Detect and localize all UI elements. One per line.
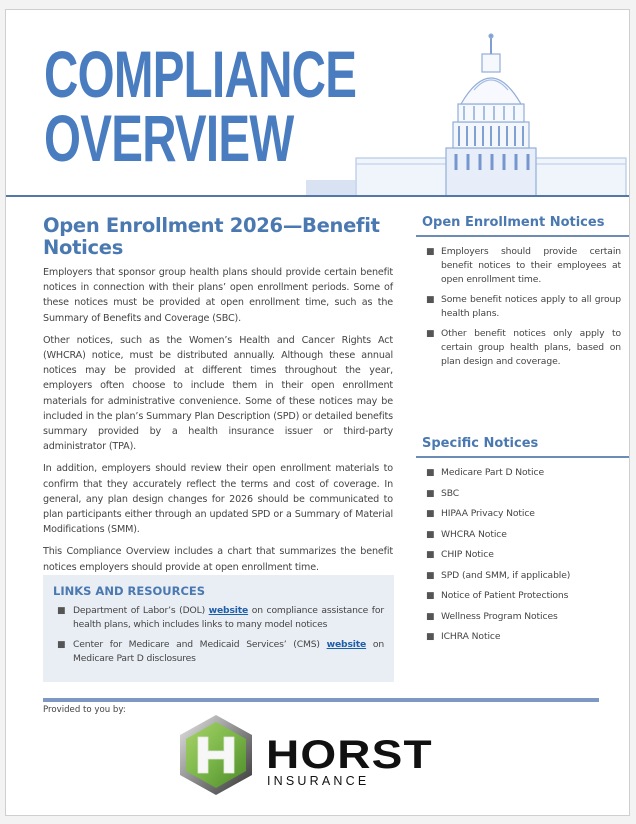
horst-insurance-logo <box>176 713 466 797</box>
bullet-icon: ■ <box>426 529 435 540</box>
link-item <box>53 638 384 666</box>
bullet-icon: ■ <box>426 509 435 519</box>
list-item-text: CHIP Notice <box>441 549 494 560</box>
list-item <box>416 466 629 480</box>
header-banner <box>6 10 629 197</box>
main-content <box>43 215 393 582</box>
capitol-building-image <box>296 30 629 197</box>
link-item-text: on compliance assistance for health plans, which includes links to many model notices <box>73 605 384 630</box>
logo-subtitle: INSURANCE <box>267 774 370 788</box>
provided-by-label: Provided to you by: <box>43 705 126 715</box>
list-item <box>416 293 629 321</box>
list-item-text: WHCRA Notice <box>441 528 507 540</box>
list-item-text: HIPAA Privacy Notice <box>441 508 535 519</box>
banner-title-line1: COMPLIANCE <box>44 37 357 111</box>
list-item <box>416 569 629 583</box>
link-item-text: Center for Medicare and Medicaid Services’ (CMS) <box>73 639 327 650</box>
bullet-icon: ■ <box>426 295 435 305</box>
footer-divider <box>43 698 599 702</box>
bullet-icon: ■ <box>426 591 435 601</box>
banner-divider <box>6 195 629 197</box>
specific-notices-list <box>416 466 629 644</box>
bullet-icon: ■ <box>57 606 66 616</box>
bullet-icon: ■ <box>426 570 435 581</box>
links-title: LINKS AND RESOURCES <box>53 584 206 598</box>
list-item-text: Wellness Program Notices <box>441 610 558 622</box>
list-item <box>416 548 629 562</box>
bullet-icon: ■ <box>426 468 435 478</box>
link-item-text: on Medicare Part D disclosures <box>73 639 384 664</box>
bullet-icon: ■ <box>426 550 435 560</box>
list-item-text: Some benefit notices apply to all group health plans. <box>441 294 621 319</box>
list-item-text: SPD (and SMM, if applicable) <box>441 569 571 581</box>
sidebar-title: Open Enrollment Notices <box>416 215 629 237</box>
cms-website-link[interactable]: website <box>326 639 367 650</box>
list-item-text: ICHRA Notice <box>441 631 501 642</box>
paragraph: This Compliance Overview includes a chart that summarizes the benefit notices employers should provide at open enrollment time. <box>43 546 393 573</box>
banner-title-line2: OVERVIEW <box>44 101 294 175</box>
bullet-icon: ■ <box>426 329 435 339</box>
list-item <box>416 245 629 287</box>
link-item-text: Department of Labor’s (DOL) <box>73 605 209 616</box>
bullet-icon: ■ <box>426 488 435 499</box>
links-list <box>53 604 384 666</box>
link-item <box>53 604 384 632</box>
links-and-resources-box <box>43 575 394 682</box>
logo-wordmark: HORST <box>266 733 433 777</box>
list-item <box>416 507 629 521</box>
list-item-text: SBC <box>441 487 460 499</box>
bullet-icon: ■ <box>57 640 66 650</box>
list-item <box>416 630 629 644</box>
list-item <box>416 610 629 624</box>
open-enrollment-list <box>416 245 629 369</box>
list-item <box>416 589 629 603</box>
list-item <box>416 528 629 542</box>
list-item <box>416 487 629 501</box>
bullet-icon: ■ <box>426 247 435 257</box>
hexagon-h-logo-icon <box>176 713 256 797</box>
sidebar-specific-notices <box>416 436 629 651</box>
sidebar-open-enrollment <box>416 215 629 375</box>
list-item-text: Employers should provide certain benefit notices to their employees at open enrollment time. <box>441 246 621 285</box>
paragraph: In addition, employers should review their open enrollment materials to confirm that they accurately reflect the terms and cost of coverage. In general, any plan design changes for 2026 should be communicated to plan participants either through an updated SPD or a Summary of Material Modifications (SMM). <box>43 463 393 536</box>
dol-website-link[interactable]: website <box>208 605 249 616</box>
list-item-text: Medicare Part D Notice <box>441 467 544 478</box>
list-item <box>416 327 629 369</box>
sidebar-title: Specific Notices <box>416 436 629 458</box>
main-title: Open Enrollment 2026—Benefit Notices <box>43 214 380 259</box>
bullet-icon: ■ <box>426 611 435 622</box>
list-item-text: Other benefit notices only apply to certain group health plans, based on plan design and coverage. <box>441 328 621 367</box>
document-page <box>5 9 630 816</box>
paragraph: Other notices, such as the Women’s Health and Cancer Rights Act (WHCRA) notice, must be distributed annually. Although these annual notices may be provided at different times throughout the year, employers often choose to include them in their open enrollment materials for administrative convenience. Some of these notices may be included in the plan’s Summary Plan Description (SPD) or detailed benefits summary provided by a health insurance issuer or third-party administrator (TPA). <box>43 334 393 453</box>
bullet-icon: ■ <box>426 632 435 642</box>
list-item-text: Notice of Patient Protections <box>441 590 569 601</box>
paragraph: Employers that sponsor group health plans should provide certain benefit notices in connection with their plans’ open enrollment periods. Some of these notices must be provided at open enrollment time, such as the Summary of Benefits and Coverage (SBC). <box>43 267 393 324</box>
